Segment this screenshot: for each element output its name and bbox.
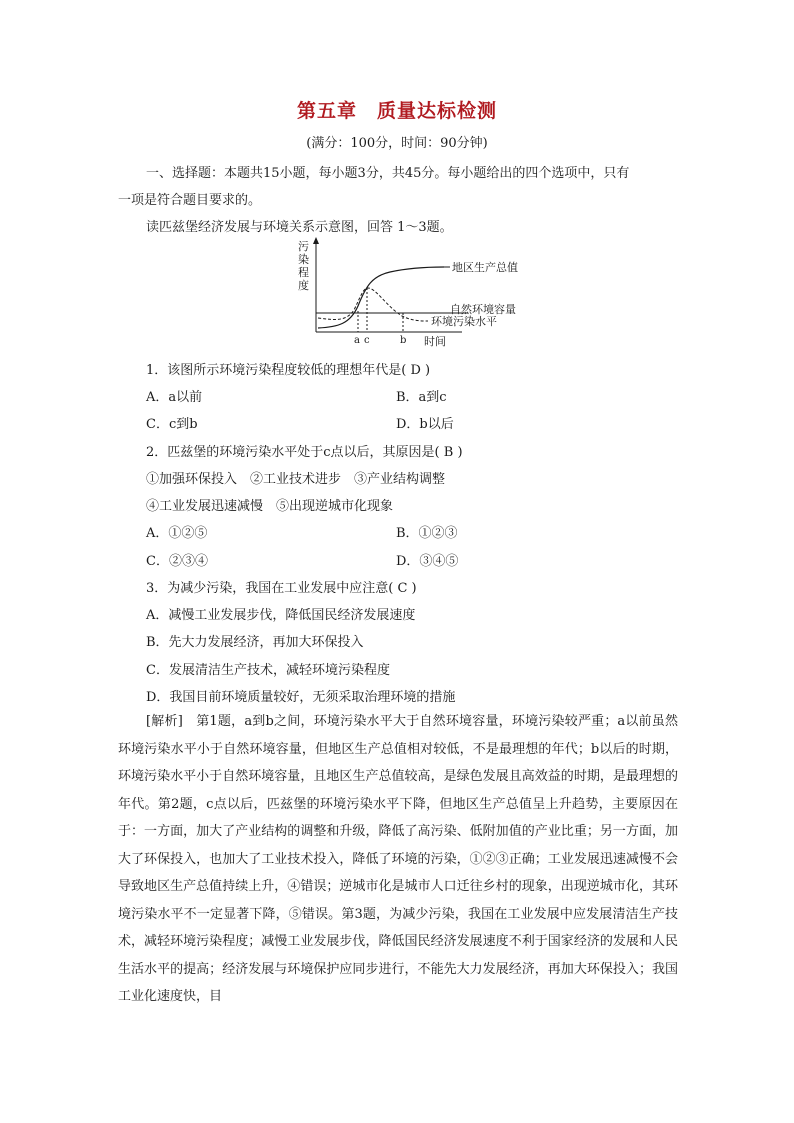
question-3-stem: 3．为减少污染，我国在工业发展中应注意( C ) bbox=[146, 581, 417, 596]
question-2-items-line2: ④工业发展迅速减慢 ⑤出现逆城市化现象 bbox=[146, 499, 394, 514]
question-3-option-b: B．先大力发展经济，再加大环保投入 bbox=[146, 635, 364, 650]
question-2-option-a: A．①②⑤ bbox=[146, 526, 208, 541]
page-subtitle: (满分：100分，时间：90分钟) bbox=[306, 136, 488, 151]
question-2-option-d: D．③④⑤ bbox=[396, 554, 459, 569]
capacity-label: 自然环境容量 bbox=[450, 303, 516, 316]
x-axis-label: 时间 bbox=[424, 335, 446, 348]
question-1-option-d: D．b以后 bbox=[396, 417, 454, 432]
question-2-option-c: C．②③④ bbox=[146, 554, 208, 569]
y-axis-label-char: 度 bbox=[298, 279, 309, 292]
question-1-option-c: C．c到b bbox=[146, 417, 198, 432]
y-axis-label-char: 程 bbox=[298, 266, 309, 279]
read-prompt: 读匹兹堡经济发展与环境关系示意图，回答 1～3题。 bbox=[146, 220, 453, 235]
pollution-label: 环境污染水平 bbox=[431, 315, 497, 328]
question-1-option-b: B．a到c bbox=[396, 390, 447, 405]
tick-label-b: b bbox=[400, 335, 407, 346]
economy-environment-diagram bbox=[290, 236, 550, 348]
section-intro-line2: 一项是符合题目要求的。 bbox=[118, 193, 262, 208]
tick-label-a: a bbox=[354, 335, 360, 346]
question-1-stem: 1．该图所示环境污染程度较低的理想年代是( D ) bbox=[146, 363, 431, 378]
gdp-label: 地区生产总值 bbox=[452, 261, 518, 274]
question-3-option-d: D．我国目前环境质量较好，无须采取治理环境的措施 bbox=[146, 690, 456, 705]
pollution-curve bbox=[318, 288, 426, 321]
question-2-stem: 2．匹兹堡的环境污染水平处于c点以后，其原因是( B ) bbox=[146, 445, 463, 460]
section-intro-line1: 一、选择题：本题共15小题，每小题3分，共45分。每小题给出的四个选项中，只有 bbox=[146, 166, 630, 181]
page-title: 第五章 质量达标检测 bbox=[296, 100, 497, 122]
analysis-paragraph: [解析] 第1题，a到b之间，环境污染水平大于自然环境容量，环境污染较严重；a以前虽然环境污染水平小于自然环境容量，但地区生产总值相对较低，不是最理想的年代；b以后的时期，环境污染水平小于自然环境容量，且地区生产总值较高，是绿色发展且高效益的时期，是最理想的年代。第2题，c点以后，匹兹堡的环境污染水平下降，但地区生产总值呈上升趋势，主要原因在于：一方面，加大了产业结构的调整和升级，降低了高污染、低附加值的产业比重；另一方面，加大了环保投入，也加大了工业技术投入，降低了环境的污染，①②③正确；工业发展迅速减慢不会导致地区生产总值持续上升，④错误；逆城市化是城市人口迁往乡村的现象，出现逆城市化，其环境污染水平不一定显著下降，⑤错误。第3题，为减少污染，我国在工业发展中应发展清洁生产技术，减轻环境污染程度；减慢工业发展步伐，降低国民经济发展速度不利于国家经济的发展和人民生活水平的提高；经济发展与环境保护应同步进行，不能先大力发展经济，再加大环保投入；我国工业化速度快，目 bbox=[118, 714, 678, 1004]
question-2-items-line1: ①加强环保投入 ②工业技术进步 ③产业结构调整 bbox=[146, 472, 446, 487]
question-1-option-a: A．a以前 bbox=[146, 390, 203, 405]
y-axis-label-char: 染 bbox=[298, 253, 309, 266]
question-3-option-a: A．减慢工业发展步伐，降低国民经济发展速度 bbox=[146, 608, 416, 623]
question-3-option-c: C．发展清洁生产技术，减轻环境污染程度 bbox=[146, 663, 390, 678]
question-2-option-b: B．①②③ bbox=[396, 526, 458, 541]
y-axis-label-char: 污 bbox=[298, 240, 309, 253]
tick-label-c: c bbox=[364, 335, 370, 346]
y-axis-arrow bbox=[313, 237, 319, 244]
